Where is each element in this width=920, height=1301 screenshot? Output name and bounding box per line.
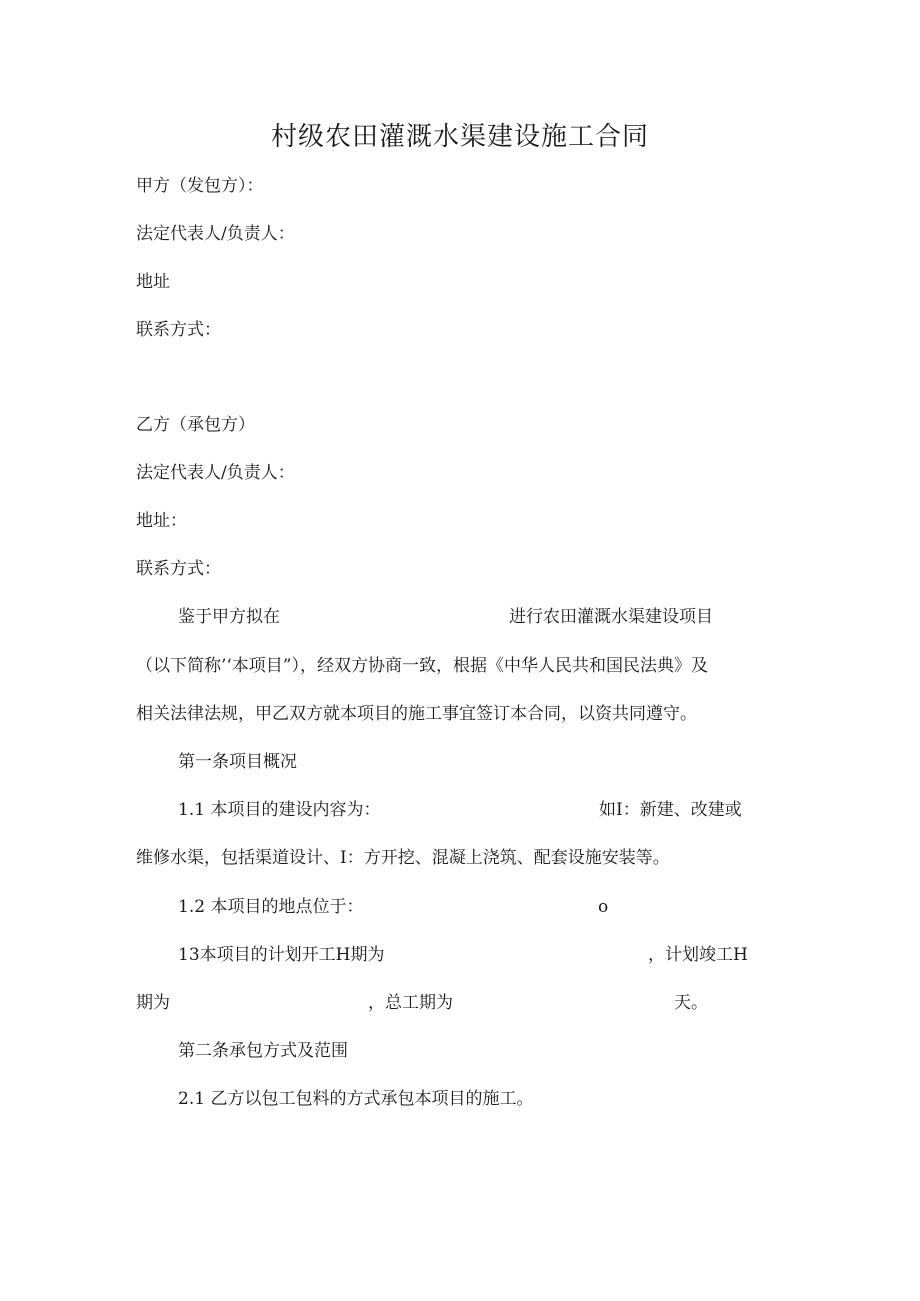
- clause-1-2-left: 1.2 本项目的地点位于：: [178, 897, 364, 917]
- party-b-legal-rep: 法定代表人/负责人：: [136, 463, 295, 483]
- document-title: 村级农田灌溉水渠建设施工合同: [270, 122, 649, 152]
- clause-1-2-right: o: [598, 897, 609, 917]
- party-b-address: 地址：: [136, 511, 187, 531]
- clause-1-1-right: 如I：新建、改建或: [599, 800, 742, 820]
- party-b-heading: 乙方（承包方）: [136, 415, 255, 435]
- clause-1-3-cont-b: ，总工期为: [368, 993, 453, 1013]
- party-a-heading: 甲方（发包方）：: [136, 176, 264, 196]
- preamble-line-2: （以下简称’‘本项目”），经双方协商一致，根据《中华人民共和国民法典》及: [136, 656, 708, 676]
- clause-1-1-continuation: 维修水渠，包括渠道设计、I：方开挖、混凝上浇筑、配套设施安装等。: [136, 848, 670, 868]
- clause-1-3-cont-c: 天。: [674, 993, 708, 1013]
- clause-1-1-left: 1.1 本项目的建设内容为：: [178, 800, 381, 820]
- clause-1-3-right: ，计划竣工H: [648, 945, 748, 965]
- party-b-contact: 联系方式：: [136, 559, 221, 579]
- clause-1-3-cont-a: 期为: [136, 993, 170, 1013]
- preamble-line-3: 相关法律法规，甲乙双方就本项目的施工事宜签订本合同，以资共同遵守。: [136, 704, 697, 724]
- article-2-heading: 第二条承包方式及范围: [178, 1041, 348, 1061]
- party-a-contact: 联系方式：: [136, 320, 221, 340]
- party-a-legal-rep: 法定代表人/负责人：: [136, 224, 295, 244]
- party-a-address: 地址: [136, 272, 170, 292]
- preamble-line-1-right: 进行农田灌溉水渠建设项目: [509, 607, 713, 627]
- preamble-line-1-left: 鉴于甲方拟在: [178, 607, 280, 627]
- clause-1-3-left: 13本项目的计划开工H期为: [178, 945, 385, 965]
- clause-2-1: 2.1 乙方以包工包料的方式承包本项目的施工。: [178, 1089, 534, 1109]
- article-1-heading: 第一条项目概况: [178, 752, 297, 772]
